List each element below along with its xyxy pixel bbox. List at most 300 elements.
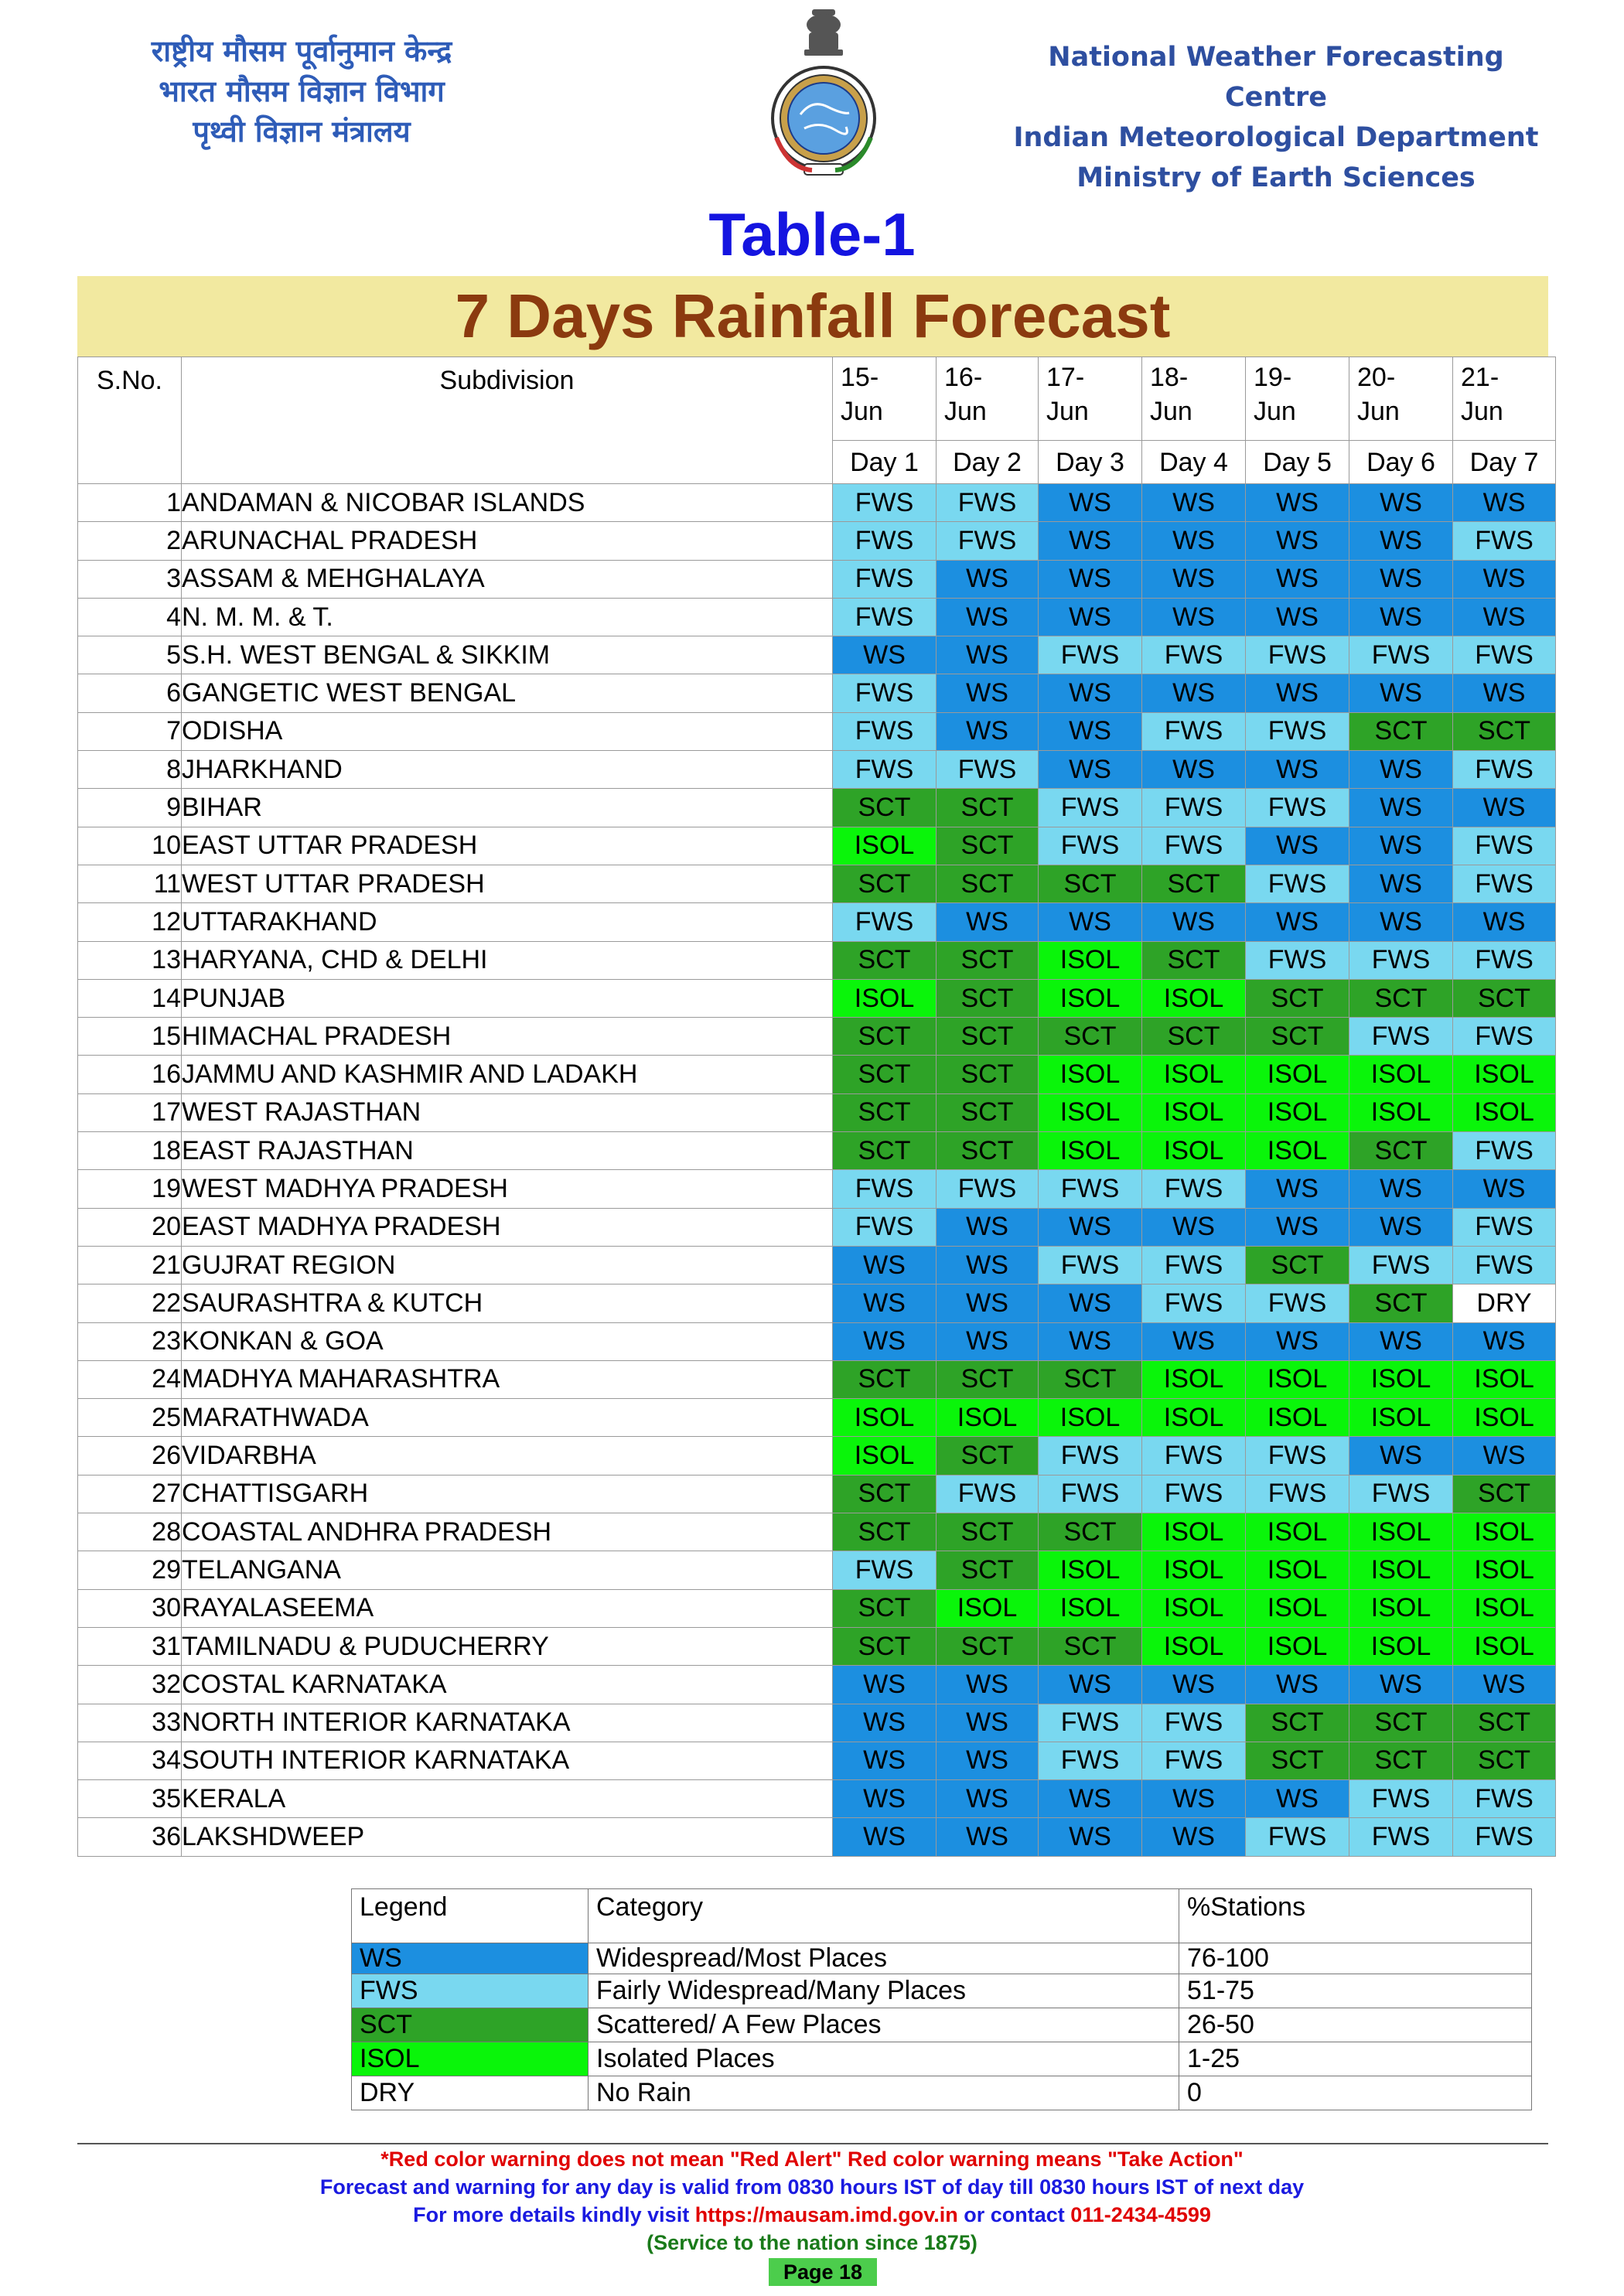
row-subdivision: RAYALASEEMA: [182, 1589, 833, 1627]
forecast-cell: ISOL: [1246, 1132, 1349, 1170]
row-sno: 29: [78, 1551, 182, 1589]
legend-category: Scattered/ A Few Places: [589, 2008, 1179, 2042]
forecast-cell: ISOL: [1142, 1360, 1246, 1398]
legend-code: DRY: [352, 2076, 589, 2110]
forecast-cell: WS: [1039, 1284, 1142, 1322]
forecast-cell: SCT: [1142, 865, 1246, 902]
row-sno: 8: [78, 751, 182, 789]
forecast-cell: ISOL: [1246, 1551, 1349, 1589]
forecast-cell: WS: [833, 1322, 937, 1360]
forecast-cell: WS: [1246, 751, 1349, 789]
forecast-cell: SCT: [1039, 1360, 1142, 1398]
forecast-cell: FWS: [1246, 1475, 1349, 1513]
page-number: Page 18: [769, 2258, 877, 2286]
table-title: Table-1: [708, 200, 916, 268]
table-row: [78, 789, 1556, 827]
forecast-cell: WS: [1453, 674, 1556, 712]
forecast-cell: FWS: [1039, 1437, 1142, 1475]
row-sno: 20: [78, 1208, 182, 1246]
forecast-cell: SCT: [1142, 941, 1246, 979]
forecast-cell: WS: [833, 1704, 937, 1742]
forecast-cell: WS: [1039, 751, 1142, 789]
forecast-cell: FWS: [1142, 712, 1246, 750]
table-row: [78, 979, 1556, 1017]
header-english-line: Indian Meteorological Department: [1013, 122, 1539, 153]
legend-category: Widespread/Most Places: [589, 1943, 1179, 1974]
forecast-cell: ISOL: [1246, 1627, 1349, 1665]
forecast-cell: FWS: [1142, 827, 1246, 865]
forecast-cell: WS: [937, 1284, 1039, 1322]
table-row: [78, 1818, 1556, 1856]
forecast-cell: FWS: [1142, 1437, 1246, 1475]
table-row: [78, 1742, 1556, 1779]
forecast-cell: WS: [1246, 827, 1349, 865]
table-row: [78, 560, 1556, 598]
legend-row: [352, 2042, 1532, 2076]
forecast-cell: WS: [937, 1666, 1039, 1704]
forecast-cell: WS: [1349, 598, 1453, 636]
date-header: 20- Jun: [1349, 357, 1453, 441]
forecast-cell: SCT: [937, 1513, 1039, 1551]
header-english-line: National Weather Forecasting Centre: [1048, 42, 1504, 113]
legend-code: WS: [352, 1943, 589, 1974]
row-subdivision: EAST MADHYA PRADESH: [182, 1208, 833, 1246]
forecast-cell: WS: [1349, 1666, 1453, 1704]
table-row: [78, 1704, 1556, 1742]
row-sno: 14: [78, 979, 182, 1017]
row-subdivision: TAMILNADU & PUDUCHERRY: [182, 1627, 833, 1665]
forecast-cell: WS: [1246, 522, 1349, 560]
table-row: [78, 1627, 1556, 1665]
forecast-cell: WS: [833, 1246, 937, 1284]
row-sno: 13: [78, 941, 182, 979]
forecast-cell: ISOL: [937, 1399, 1039, 1437]
forecast-cell: SCT: [1246, 1246, 1349, 1284]
row-sno: 24: [78, 1360, 182, 1398]
forecast-cell: WS: [1246, 484, 1349, 522]
row-subdivision: CHATTISGARH: [182, 1475, 833, 1513]
forecast-cell: ISOL: [833, 827, 937, 865]
forecast-cell: ISOL: [1453, 1056, 1556, 1093]
forecast-cell: FWS: [833, 1208, 937, 1246]
footer-contact-text: For more details kindly visit: [413, 2203, 695, 2226]
forecast-cell: ISOL: [1246, 1399, 1349, 1437]
forecast-cell: FWS: [1142, 1246, 1246, 1284]
forecast-cell: ISOL: [1453, 1513, 1556, 1551]
forecast-cell: WS: [937, 1322, 1039, 1360]
row-subdivision: N. M. M. & T.: [182, 598, 833, 636]
forecast-cell: WS: [1453, 598, 1556, 636]
forecast-cell: FWS: [1349, 941, 1453, 979]
forecast-cell: ISOL: [1349, 1551, 1453, 1589]
row-sno: 11: [78, 865, 182, 902]
forecast-cell: SCT: [937, 1132, 1039, 1170]
forecast-cell: ISOL: [1142, 1513, 1246, 1551]
forecast-cell: ISOL: [1142, 1399, 1246, 1437]
forecast-cell: FWS: [1453, 1018, 1556, 1056]
forecast-cell: WS: [1142, 598, 1246, 636]
forecast-cell: FWS: [1349, 1780, 1453, 1818]
row-subdivision: JHARKHAND: [182, 751, 833, 789]
footer-contact: [0, 2203, 1624, 2227]
forecast-cell: WS: [1349, 903, 1453, 941]
row-subdivision: MADHYA MAHARASHTRA: [182, 1360, 833, 1398]
forecast-cell: ISOL: [1039, 979, 1142, 1017]
footer-contact-text: or contact: [957, 2203, 1071, 2226]
forecast-cell: SCT: [937, 827, 1039, 865]
forecast-cell: ISOL: [1142, 1551, 1246, 1589]
forecast-cell: WS: [1039, 674, 1142, 712]
forecast-cell: SCT: [1142, 1018, 1246, 1056]
forecast-cell: WS: [1246, 1170, 1349, 1208]
day-header: Day 3: [1039, 441, 1142, 484]
forecast-cell: WS: [1453, 903, 1556, 941]
forecast-cell: SCT: [937, 1056, 1039, 1093]
forecast-cell: WS: [1246, 560, 1349, 598]
forecast-cell: WS: [1453, 1437, 1556, 1475]
forecast-cell: FWS: [937, 484, 1039, 522]
forecast-cell: WS: [937, 903, 1039, 941]
forecast-cell: FWS: [1453, 751, 1556, 789]
forecast-cell: SCT: [1349, 1284, 1453, 1322]
forecast-cell: WS: [1453, 484, 1556, 522]
forecast-cell: WS: [1349, 1170, 1453, 1208]
forecast-cell: SCT: [833, 1093, 937, 1131]
forecast-cell: SCT: [1039, 1513, 1142, 1551]
row-subdivision: EAST RAJASTHAN: [182, 1132, 833, 1170]
table-row: [78, 522, 1556, 560]
footer-phone: 011-2434-4599: [1070, 2203, 1211, 2226]
row-sno: 32: [78, 1666, 182, 1704]
forecast-cell: ISOL: [1142, 1627, 1246, 1665]
forecast-cell: ISOL: [1453, 1399, 1556, 1437]
forecast-cell: WS: [1453, 789, 1556, 827]
table-row: [78, 1093, 1556, 1131]
forecast-cell: FWS: [1142, 1704, 1246, 1742]
row-sno: 10: [78, 827, 182, 865]
forecast-cell: WS: [1142, 484, 1246, 522]
row-sno: 1: [78, 484, 182, 522]
forecast-cell: ISOL: [833, 1437, 937, 1475]
legend-rows: [352, 1943, 1532, 2110]
forecast-cell: SCT: [937, 1018, 1039, 1056]
forecast-cell: ISOL: [1453, 1551, 1556, 1589]
forecast-cell: ISOL: [1039, 1056, 1142, 1093]
legend-row: [352, 1974, 1532, 2008]
table-row: [78, 1437, 1556, 1475]
forecast-cell: FWS: [833, 484, 937, 522]
table-row: [78, 1551, 1556, 1589]
forecast-cell: ISOL: [1349, 1513, 1453, 1551]
forecast-cell: WS: [1039, 1818, 1142, 1856]
footer-url-link[interactable]: https://mausam.imd.gov.in: [694, 2203, 958, 2226]
forecast-cell: SCT: [1453, 1742, 1556, 1779]
forecast-cell: ISOL: [1039, 1132, 1142, 1170]
forecast-cell: FWS: [1453, 522, 1556, 560]
day-header: Day 6: [1349, 441, 1453, 484]
row-subdivision: HIMACHAL PRADESH: [182, 1018, 833, 1056]
forecast-cell: WS: [1142, 1322, 1246, 1360]
forecast-cell: FWS: [1453, 941, 1556, 979]
date-header: 19- Jun: [1246, 357, 1349, 441]
forecast-cell: SCT: [937, 1360, 1039, 1398]
forecast-cell: WS: [1246, 598, 1349, 636]
row-sno: 23: [78, 1322, 182, 1360]
sno-header: S.No.: [78, 357, 182, 484]
forecast-cell: FWS: [1349, 1246, 1453, 1284]
forecast-cell: WS: [1142, 903, 1246, 941]
date-header: 17- Jun: [1039, 357, 1142, 441]
forecast-cell: SCT: [937, 789, 1039, 827]
forecast-cell: ISOL: [1453, 1627, 1556, 1665]
forecast-cell: ISOL: [1453, 1093, 1556, 1131]
forecast-cell: ISOL: [1039, 1589, 1142, 1627]
forecast-cell: FWS: [1246, 865, 1349, 902]
row-subdivision: PUNJAB: [182, 979, 833, 1017]
date-header: 15- Jun: [833, 357, 937, 441]
table-row: [78, 1513, 1556, 1551]
forecast-cell: WS: [937, 1818, 1039, 1856]
forecast-cell: WS: [1246, 674, 1349, 712]
table-row: [78, 1780, 1556, 1818]
forecast-cell: SCT: [1349, 1132, 1453, 1170]
forecast-cell: FWS: [1246, 712, 1349, 750]
row-subdivision: ODISHA: [182, 712, 833, 750]
forecast-cell: SCT: [833, 1589, 937, 1627]
legend-category: Isolated Places: [589, 2042, 1179, 2076]
forecast-cell: WS: [1453, 1322, 1556, 1360]
table-row: [78, 1056, 1556, 1093]
row-subdivision: ANDAMAN & NICOBAR ISLANDS: [182, 484, 833, 522]
table-row: [78, 1246, 1556, 1284]
forecast-cell: WS: [937, 1246, 1039, 1284]
forecast-cell: WS: [1039, 1666, 1142, 1704]
forecast-cell: FWS: [1349, 1818, 1453, 1856]
table-row: [78, 1322, 1556, 1360]
row-sno: 30: [78, 1589, 182, 1627]
legend-header: Category: [589, 1889, 1179, 1943]
forecast-cell: SCT: [937, 1551, 1039, 1589]
row-subdivision: GANGETIC WEST BENGAL: [182, 674, 833, 712]
footer-service-note: (Service to the nation since 1875): [647, 2231, 977, 2254]
forecast-cell: WS: [833, 1284, 937, 1322]
forecast-cell: WS: [1453, 1170, 1556, 1208]
forecast-cell: WS: [937, 674, 1039, 712]
row-sno: 36: [78, 1818, 182, 1856]
row-sno: 9: [78, 789, 182, 827]
forecast-cell: WS: [1246, 1208, 1349, 1246]
forecast-cell: SCT: [1349, 979, 1453, 1017]
row-sno: 22: [78, 1284, 182, 1322]
row-subdivision: KERALA: [182, 1780, 833, 1818]
legend-table: [351, 1888, 1532, 2110]
footer-warning-note: *Red color warning does not mean "Red Alert" Red color warning means "Take Action": [380, 2148, 1244, 2171]
row-subdivision: JAMMU AND KASHMIR AND LADAKH: [182, 1056, 833, 1093]
forecast-cell: WS: [937, 560, 1039, 598]
row-sno: 5: [78, 636, 182, 674]
forecast-cell: DRY: [1453, 1284, 1556, 1322]
forecast-cell: WS: [1142, 522, 1246, 560]
table-row: [78, 865, 1556, 902]
row-subdivision: LAKSHDWEEP: [182, 1818, 833, 1856]
forecast-cell: WS: [1349, 827, 1453, 865]
legend-pct: 76-100: [1179, 1943, 1532, 1974]
forecast-cell: WS: [1039, 1780, 1142, 1818]
forecast-cell: WS: [1349, 1208, 1453, 1246]
forecast-cell: SCT: [1039, 1627, 1142, 1665]
forecast-cell: WS: [1453, 560, 1556, 598]
header-hindi-line: राष्ट्रीय मौसम पूर्वानुमान केन्द्र: [151, 34, 452, 68]
forecast-cell: WS: [1349, 789, 1453, 827]
row-sno: 35: [78, 1780, 182, 1818]
row-sno: 34: [78, 1742, 182, 1779]
legend-pct: 26-50: [1179, 2008, 1532, 2042]
forecast-cell: SCT: [1453, 979, 1556, 1017]
forecast-cell: FWS: [1039, 1704, 1142, 1742]
forecast-cell: FWS: [833, 903, 937, 941]
forecast-rows: [78, 484, 1556, 1857]
row-sno: 3: [78, 560, 182, 598]
forecast-cell: SCT: [937, 941, 1039, 979]
forecast-cell: FWS: [937, 751, 1039, 789]
row-subdivision: HARYANA, CHD & DELHI: [182, 941, 833, 979]
row-sno: 28: [78, 1513, 182, 1551]
forecast-cell: FWS: [1246, 1818, 1349, 1856]
table-row: [78, 1170, 1556, 1208]
forecast-cell: WS: [833, 1666, 937, 1704]
forecast-cell: WS: [1039, 484, 1142, 522]
forecast-cell: FWS: [1246, 1284, 1349, 1322]
forecast-cell: WS: [1349, 560, 1453, 598]
legend-code: SCT: [352, 2008, 589, 2042]
forecast-cell: WS: [1349, 865, 1453, 902]
forecast-cell: SCT: [833, 1360, 937, 1398]
forecast-cell: WS: [1246, 1322, 1349, 1360]
forecast-cell: SCT: [937, 865, 1039, 902]
header-hindi-line: भारत मौसम विज्ञान विभाग: [159, 74, 445, 108]
table-row: [78, 903, 1556, 941]
legend-category: Fairly Widespread/Many Places: [589, 1974, 1179, 2008]
forecast-cell: ISOL: [1246, 1513, 1349, 1551]
forecast-cell: FWS: [937, 1170, 1039, 1208]
forecast-cell: WS: [937, 1780, 1039, 1818]
forecast-cell: FWS: [833, 1551, 937, 1589]
forecast-cell: WS: [1142, 674, 1246, 712]
forecast-cell: SCT: [1349, 1704, 1453, 1742]
legend-pct: 1-25: [1179, 2042, 1532, 2076]
forecast-cell: FWS: [937, 1475, 1039, 1513]
table-row: [78, 674, 1556, 712]
forecast-cell: WS: [1142, 1818, 1246, 1856]
forecast-cell: FWS: [1039, 789, 1142, 827]
forecast-cell: WS: [1142, 560, 1246, 598]
forecast-cell: FWS: [1039, 827, 1142, 865]
forecast-cell: FWS: [1453, 1246, 1556, 1284]
forecast-cell: FWS: [1246, 1437, 1349, 1475]
forecast-cell: WS: [937, 636, 1039, 674]
day-header: Day 4: [1142, 441, 1246, 484]
forecast-cell: FWS: [1453, 1818, 1556, 1856]
forecast-cell: SCT: [833, 1475, 937, 1513]
row-subdivision: GUJRAT REGION: [182, 1246, 833, 1284]
row-subdivision: WEST UTTAR PRADESH: [182, 865, 833, 902]
table-row: [78, 484, 1556, 522]
legend-code: ISOL: [352, 2042, 589, 2076]
date-header: 21- Jun: [1453, 357, 1556, 441]
table-row: [78, 1666, 1556, 1704]
forecast-cell: FWS: [1142, 636, 1246, 674]
forecast-cell: WS: [1349, 751, 1453, 789]
forecast-cell: WS: [937, 1704, 1039, 1742]
forecast-cell: WS: [1039, 522, 1142, 560]
row-sno: 19: [78, 1170, 182, 1208]
legend-category: No Rain: [589, 2076, 1179, 2110]
row-sno: 26: [78, 1437, 182, 1475]
forecast-cell: FWS: [1246, 789, 1349, 827]
row-sno: 18: [78, 1132, 182, 1170]
forecast-cell: ISOL: [1142, 1132, 1246, 1170]
forecast-cell: SCT: [1453, 1475, 1556, 1513]
forecast-cell: SCT: [833, 1018, 937, 1056]
forecast-cell: WS: [1039, 1322, 1142, 1360]
day-header: Day 1: [833, 441, 937, 484]
table-row: [78, 941, 1556, 979]
forecast-cell: WS: [937, 1208, 1039, 1246]
header-english-line: Ministry of Earth Sciences: [1076, 162, 1476, 193]
legend-row: [352, 1943, 1532, 1974]
row-subdivision: BIHAR: [182, 789, 833, 827]
forecast-cell: WS: [1039, 1208, 1142, 1246]
forecast-cell: SCT: [1039, 1018, 1142, 1056]
forecast-cell: WS: [937, 1742, 1039, 1779]
forecast-cell: WS: [1142, 1208, 1246, 1246]
row-subdivision: SOUTH INTERIOR KARNATAKA: [182, 1742, 833, 1779]
forecast-cell: FWS: [1453, 827, 1556, 865]
forecast-cell: ISOL: [1246, 1589, 1349, 1627]
forecast-cell: SCT: [1039, 865, 1142, 902]
footer-validity-note: Forecast and warning for any day is valid from 0830 hours IST of day till 0830 hours IST of next day: [319, 2175, 1305, 2199]
date-header: 18- Jun: [1142, 357, 1246, 441]
forecast-cell: SCT: [833, 1132, 937, 1170]
forecast-cell: SCT: [833, 1513, 937, 1551]
table-row: [78, 1360, 1556, 1398]
forecast-cell: SCT: [833, 789, 937, 827]
forecast-cell: SCT: [833, 865, 937, 902]
forecast-cell: ISOL: [1349, 1399, 1453, 1437]
table-row: [78, 1284, 1556, 1322]
date-header: 16- Jun: [937, 357, 1039, 441]
row-subdivision: UTTARAKHAND: [182, 903, 833, 941]
forecast-cell: ISOL: [833, 979, 937, 1017]
forecast-cell: FWS: [1142, 1284, 1246, 1322]
row-subdivision: ASSAM & MEHGHALAYA: [182, 560, 833, 598]
forecast-cell: ISOL: [1246, 1360, 1349, 1398]
forecast-cell: ISOL: [1349, 1627, 1453, 1665]
day-header: Day 5: [1246, 441, 1349, 484]
forecast-cell: FWS: [1142, 1742, 1246, 1779]
forecast-cell: FWS: [1453, 1208, 1556, 1246]
forecast-cell: SCT: [937, 1437, 1039, 1475]
forecast-cell: SCT: [1349, 712, 1453, 750]
forecast-cell: WS: [833, 1780, 937, 1818]
forecast-cell: ISOL: [1039, 1093, 1142, 1131]
forecast-cell: SCT: [1349, 1742, 1453, 1779]
forecast-cell: FWS: [833, 751, 937, 789]
forecast-cell: ISOL: [1246, 1056, 1349, 1093]
forecast-cell: WS: [1039, 598, 1142, 636]
forecast-cell: SCT: [833, 1056, 937, 1093]
forecast-cell: FWS: [833, 598, 937, 636]
